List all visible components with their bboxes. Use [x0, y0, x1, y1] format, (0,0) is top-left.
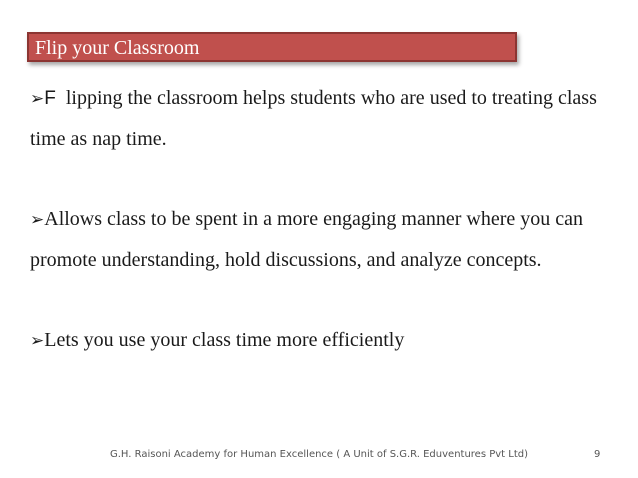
title-bar	[27, 32, 517, 62]
bullet-2	[30, 199, 620, 280]
arrow-bullet-icon: ➢	[30, 89, 45, 109]
bullet-1-text: lipping the classroom helps students who are used to treating class time as nap time.	[30, 87, 597, 150]
bullet-1-first-letter: F	[44, 88, 56, 109]
bullet-2-text: Allows class to be spent in a more engaging manner where you can promote understanding, hold discussions, and analyze concepts.	[30, 208, 583, 271]
bullet-3	[30, 320, 620, 361]
arrow-bullet-icon: ➢	[30, 331, 45, 351]
bullet-3-text: Lets you use your class time more efficiently	[44, 329, 405, 351]
page-number: 9	[594, 449, 601, 460]
slide-title: Flip your Classroom	[35, 37, 200, 59]
footer-text: G.H. Raisoni Academy for Human Excellence ( A Unit of S.G.R. Eduventures Pvt Ltd)	[109, 449, 529, 460]
bullet-1	[30, 78, 620, 159]
arrow-bullet-icon: ➢	[30, 210, 45, 230]
slide-content	[30, 78, 620, 361]
